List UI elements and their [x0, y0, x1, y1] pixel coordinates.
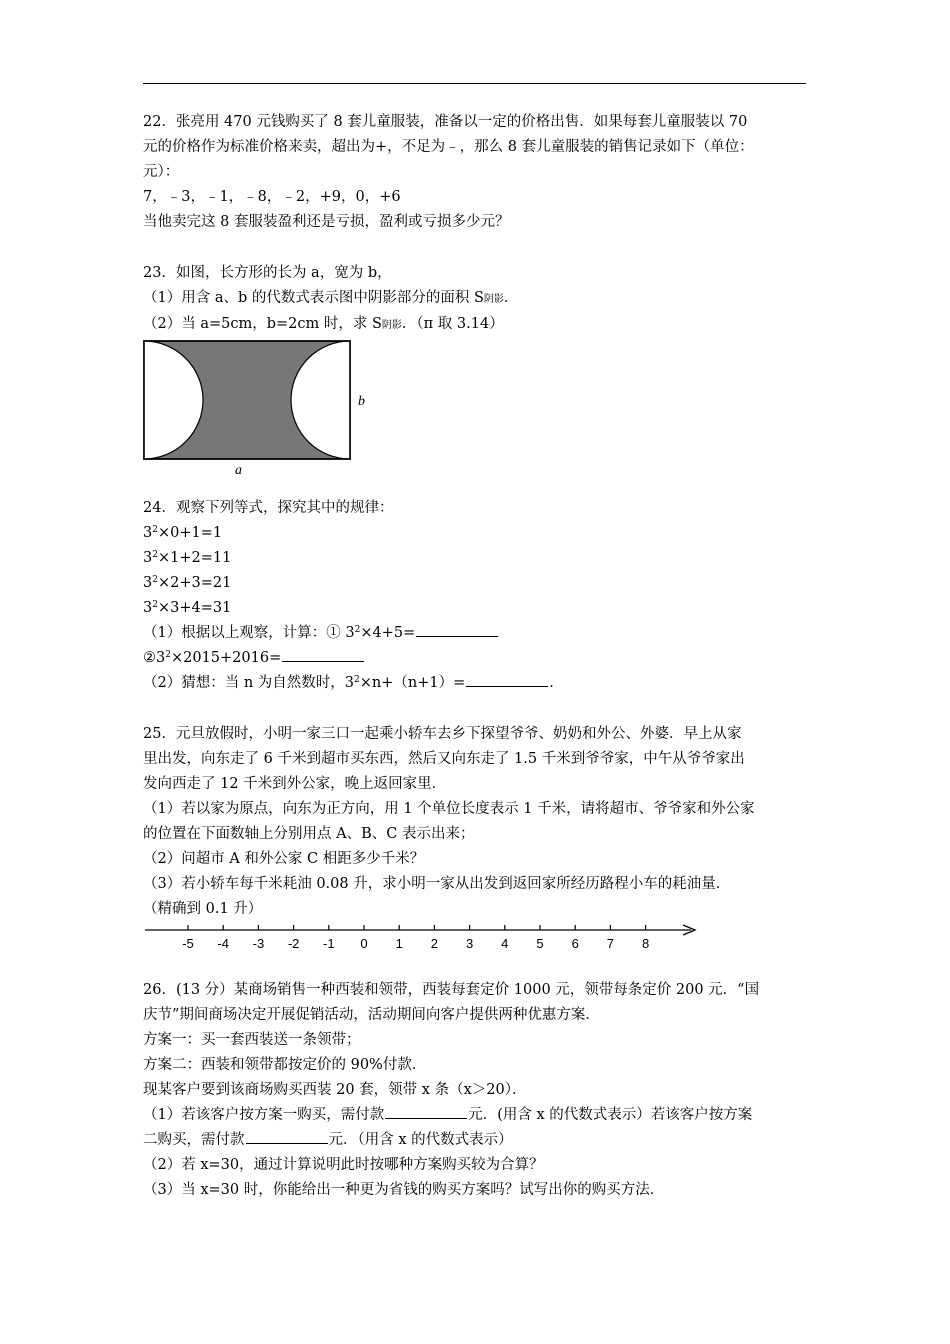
q24-eq-3: $3^2\times 2+3=21$: [143, 575, 232, 591]
q26-part1: （1）若该客户按方案一购买，需付款 元．(用含 x 的代数式表示）若该客户按方案: [143, 1103, 808, 1128]
q26-line1: 26．(13 分）某商场销售一种西装和领带，西装每套定价 1000 元，领带每条定价 200 元．“国: [143, 982, 760, 998]
question-24: [143, 496, 808, 696]
q23-part1: （1）用含 a、b 的代数式表示图中阴影部分的面积 S阴影．: [143, 290, 519, 306]
q23-intro: 23．如图，长方形的长为 a，宽为 b，: [143, 265, 392, 281]
question-22: [143, 110, 808, 235]
q25-part1b: 的位置在下面数轴上分别用点 A、B、C 表示出来；: [143, 826, 475, 842]
page-content: [143, 110, 808, 1203]
number-line-label: -5: [182, 936, 194, 951]
q26-plan2: 方案二：西装和领带都按定价的 90%付款．: [143, 1057, 427, 1073]
q24-eq-1: $3^2\times 0+1=1$: [143, 525, 223, 541]
q26-part2: （2）若 x=30，通过计算说明此时按哪种方案购买较为合算？: [143, 1157, 544, 1173]
number-line-label: 5: [536, 936, 544, 951]
label-a: a: [235, 463, 242, 476]
number-line-label: 7: [606, 936, 615, 951]
number-line-label: 8: [641, 936, 650, 951]
answer-blank-4[interactable]: [385, 1103, 467, 1119]
number-line-label: -4: [217, 936, 229, 951]
q22-line1: 22．张亮用 470 元钱购买了 8 套儿童服装，准备以一定的价格出售．如果每套儿童服装以 70: [143, 114, 748, 130]
number-line-label: 1: [395, 936, 403, 951]
number-line: [143, 924, 703, 952]
q24-eq-4: $3^2\times 3+4=31$: [143, 600, 232, 616]
q22-question: 当他卖完这 8 套服装盈利还是亏损，盈利或亏损多少元？: [143, 214, 510, 230]
number-line-label: 2: [430, 936, 439, 951]
answer-blank-1[interactable]: [416, 621, 498, 637]
number-line-label: 6: [571, 936, 579, 951]
q26-plan1: 方案一：买一套西装送一条领带；: [143, 1032, 361, 1048]
q25-line3: 发向西走了 12 千米到外公家，晚上返回家里．: [143, 776, 447, 792]
question-25: [143, 722, 808, 952]
q25-part3b: （精确到 0.1 升）: [143, 901, 263, 917]
answer-blank-2[interactable]: [282, 646, 364, 662]
header-rule: [143, 83, 806, 84]
question-23: [143, 261, 808, 476]
q26-part3: （3）当 x=30 时，你能给出一种更为省钱的购买方案吗？试写出你的购买方法．: [143, 1182, 665, 1198]
q24-part1: （1）根据以上观察，计算：① $3^2\times 4+5=$: [143, 621, 808, 646]
q25-part1a: （1）若以家为原点，向东为正方向，用 1 个单位长度表示 1 千米，请将超市、爷爷家和外公家: [143, 801, 755, 817]
q24-part2: （2）猜想：当 n 为自然数时，$3^2\times n+(n+1)=$ ．: [143, 671, 808, 696]
number-line-label: 3: [465, 936, 474, 951]
rectangle-figure: [143, 340, 383, 476]
label-b: b: [358, 394, 365, 409]
q22-line2: 元的价格作为标准价格来卖，超出为+，不足为﹣，那么 8 套儿童服装的销售记录如下（单位：: [143, 139, 754, 155]
number-line-label: 0: [360, 936, 368, 951]
question-26: [143, 978, 808, 1203]
answer-blank-3[interactable]: [466, 671, 548, 687]
q25-part3: （3）若小轿车每千米耗油 0.08 升，求小明一家从出发到返回家所经历路程小车的耗油量．: [143, 876, 731, 892]
q26-line5: 现某客户要到该商场购买西装 20 套，领带 x 条（x＞20）．: [143, 1082, 527, 1098]
q25-part2: （2）问超市 A 和外公家 C 相距多少千米？: [143, 851, 425, 867]
q22-line3: 元）：: [143, 164, 180, 180]
answer-blank-5[interactable]: [246, 1128, 328, 1144]
number-line-label: -2: [287, 936, 300, 951]
q26-line2: 庆节”期间商场决定开展促销活动，活动期间向客户提供两种优惠方案．: [143, 1007, 600, 1023]
q26-part1b: 二购买，需付款 元．（用含 x 的代数式表示）: [143, 1128, 808, 1153]
q25-line2: 里出发，向东走了 6 千米到超市买东西，然后又向东走了 1.5 千米到爷爷家，中午从爷爷家出: [143, 751, 745, 767]
q22-data: 7，﹣3，﹣1，﹣8，﹣2，+9，0，+6: [143, 189, 401, 205]
q25-line1: 25．元旦放假时，小明一家三口一起乘小轿车去乡下探望爷爷、奶奶和外公、外婆．早上从家: [143, 726, 742, 742]
number-line-label: -1: [323, 936, 335, 951]
q24-part1b: $②3^2\times 2015+2016=$: [143, 646, 808, 671]
q23-part2: （2）当 a=5cm，b=2cm 时，求 S阴影．（π 取 3.14）: [143, 316, 504, 332]
q24-eq-2: $3^2\times 1+2=11$: [143, 550, 232, 566]
number-line-label: 4: [501, 936, 509, 951]
number-line-label: -3: [252, 936, 265, 951]
q24-intro: 24．观察下列等式，探究其中的规律：: [143, 500, 394, 516]
